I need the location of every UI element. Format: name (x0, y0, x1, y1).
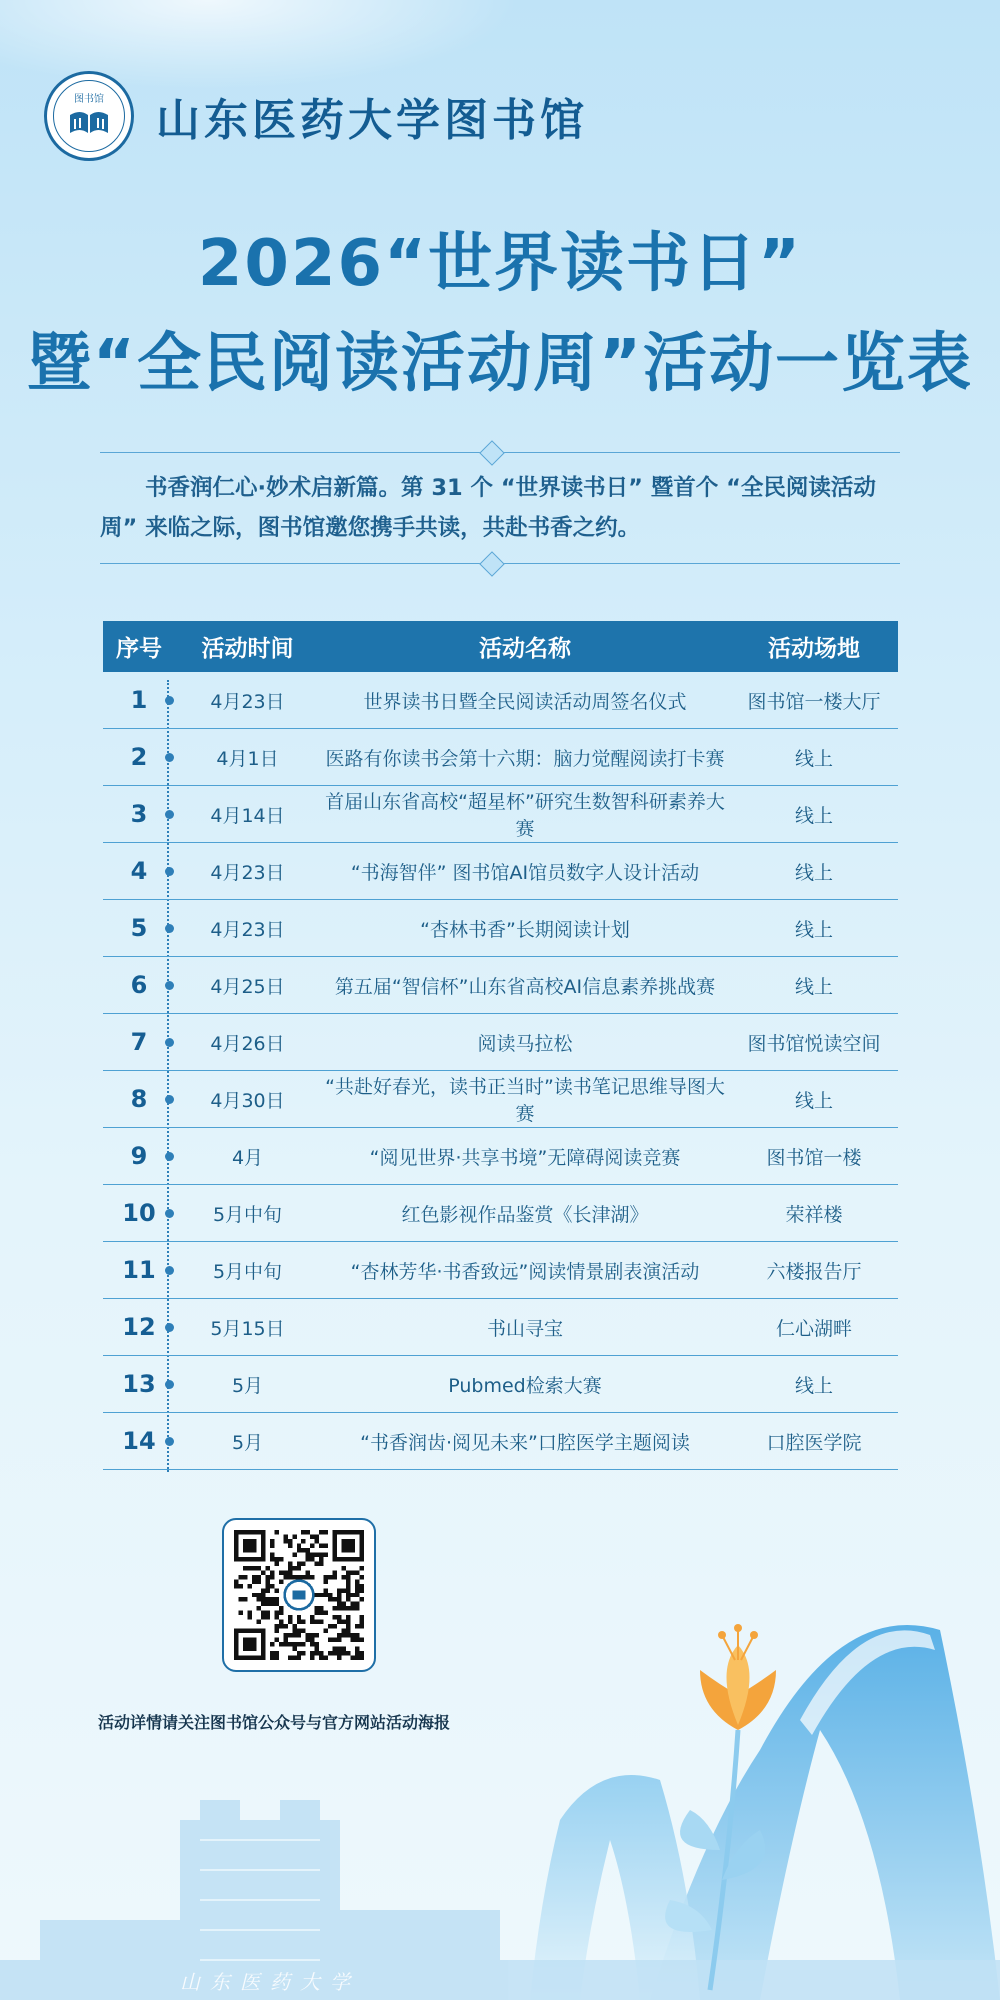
row-time-text: 5月中旬 (212, 1203, 283, 1226)
row-number (103, 729, 175, 786)
row-name (320, 1128, 730, 1185)
row-number (103, 1413, 175, 1470)
row-time (175, 900, 320, 957)
row-time (175, 1071, 320, 1128)
row-venue-text: 线上 (794, 861, 833, 884)
row-number (103, 786, 175, 843)
row-name (320, 1356, 730, 1413)
row-time-text: 4月23日 (210, 918, 285, 941)
row-name (320, 957, 730, 1014)
row-number-text: 11 (122, 1256, 156, 1284)
row-venue-text: 图书馆一楼大厅 (747, 690, 881, 713)
orange-flower-icon (700, 1624, 776, 1730)
timeline-dot (165, 867, 174, 876)
table-row (103, 900, 898, 957)
row-name-text: 世界读书日暨全民阅读活动周签名仪式 (363, 690, 687, 713)
row-name-text: “共赴好春光，读书正当时”读书笔记思维导图大赛 (325, 1076, 725, 1125)
row-venue-text: 荣祥楼 (785, 1203, 843, 1226)
row-name-text: 阅读马拉松 (477, 1032, 573, 1055)
row-time (175, 1242, 320, 1299)
timeline-dot (165, 981, 174, 990)
logo-text: 图书馆 (74, 94, 104, 105)
row-name (320, 672, 730, 729)
row-venue (730, 786, 898, 843)
intro-paragraph: 书香润仁心·妙术启新篇。第 31 个 “世界读书日” 暨首个 “全民阅读活动周” 来临之际，图书馆邀您携手共读，共赴书香之约。 (100, 475, 876, 541)
row-venue (730, 1413, 898, 1470)
row-time-text: 4月25日 (210, 975, 285, 998)
row-number (103, 1128, 175, 1185)
table-row (103, 1299, 898, 1356)
row-time (175, 729, 320, 786)
row-venue (730, 1185, 898, 1242)
row-name-text: Pubmed检索大赛 (448, 1374, 602, 1397)
row-time-text: 4月26日 (210, 1032, 285, 1055)
row-name (320, 900, 730, 957)
row-name (320, 729, 730, 786)
row-number-text: 6 (130, 971, 148, 999)
timeline-dot (165, 810, 174, 819)
row-number (103, 672, 175, 729)
timeline-dot (165, 924, 174, 933)
row-name (320, 786, 730, 843)
row-time (175, 672, 320, 729)
row-number-text: 13 (122, 1370, 156, 1398)
main-title-line1: 2026“世界读书日” (197, 227, 803, 301)
row-time (175, 957, 320, 1014)
row-number-text: 14 (122, 1427, 156, 1455)
row-number (103, 900, 175, 957)
row-number-text: 12 (122, 1313, 156, 1341)
row-time (175, 1014, 320, 1071)
row-time (175, 843, 320, 900)
row-time-text: 5月15日 (210, 1317, 285, 1340)
timeline-dot (165, 1152, 174, 1161)
table-row (103, 729, 898, 786)
university-logo (44, 71, 134, 161)
row-number-text: 5 (130, 914, 148, 942)
row-name-text: “书香润齿·阅见未来”口腔医学主题阅读 (360, 1431, 690, 1454)
header-name: 活动名称 (320, 621, 730, 672)
row-venue-text: 图书馆悦读空间 (747, 1032, 881, 1055)
table-row (103, 786, 898, 843)
row-venue-text: 线上 (794, 918, 833, 941)
row-venue (730, 1299, 898, 1356)
table-row (103, 1242, 898, 1299)
campus-gate-text: 山东医药大学 (180, 1970, 360, 1994)
timeline-dot (165, 1095, 174, 1104)
footer-note: 活动详情请关注图书馆公众号与官方网站活动海报 (98, 1713, 451, 1732)
row-name-text: 首届山东省高校“超星杯”研究生数智科研素养大赛 (325, 791, 725, 840)
header (44, 70, 588, 162)
row-number (103, 1242, 175, 1299)
row-name-text: 红色影视作品鉴赏《长津湖》 (401, 1203, 649, 1226)
row-time-text: 4月23日 (210, 690, 285, 713)
row-time-text: 4月1日 (216, 747, 279, 770)
row-name-text: “书海智伴” 图书馆AI馆员数字人设计活动 (350, 861, 700, 884)
row-venue (730, 843, 898, 900)
row-venue-text: 线上 (794, 1089, 833, 1112)
timeline-dot (165, 1437, 174, 1446)
row-time (175, 1185, 320, 1242)
timeline-dot (165, 696, 174, 705)
table-row (103, 1128, 898, 1185)
row-number (103, 843, 175, 900)
row-venue (730, 1071, 898, 1128)
row-time (175, 786, 320, 843)
row-time (175, 1413, 320, 1470)
row-venue (730, 1356, 898, 1413)
row-venue-text: 线上 (794, 804, 833, 827)
row-name-text: “阅见世界·共享书境”无障碍阅读竞赛 (369, 1146, 681, 1169)
main-title-line2: 暨“全民阅读活动周”活动一览表 (26, 327, 974, 401)
diamond-ornament-bottom (479, 551, 504, 576)
table-row (103, 957, 898, 1014)
header-number: 序号 (103, 621, 175, 672)
row-name-text: “杏林书香”长期阅读计划 (420, 918, 630, 941)
table-row (103, 1014, 898, 1071)
row-number-text: 4 (130, 857, 148, 885)
row-name (320, 1299, 730, 1356)
row-number (103, 1014, 175, 1071)
campus-building-silhouette (0, 1800, 1000, 2000)
row-number-text: 8 (130, 1085, 148, 1113)
row-number-text: 10 (122, 1199, 156, 1227)
row-number-text: 2 (130, 743, 148, 771)
row-number (103, 957, 175, 1014)
row-number (103, 1356, 175, 1413)
row-time-text: 5月 (231, 1374, 264, 1397)
row-name-text: 医路有你读书会第十六期：脑力觉醒阅读打卡赛 (325, 747, 725, 770)
row-time-text: 5月 (231, 1431, 264, 1454)
row-number (103, 1185, 175, 1242)
row-name (320, 1242, 730, 1299)
timeline-dot (165, 1323, 174, 1332)
table-row (103, 1413, 898, 1470)
timeline-dot (165, 753, 174, 762)
row-time (175, 1299, 320, 1356)
table-row (103, 1185, 898, 1242)
row-venue (730, 900, 898, 957)
row-venue (730, 1128, 898, 1185)
row-time-text: 4月23日 (210, 861, 285, 884)
row-time-text: 4月 (231, 1146, 264, 1169)
row-name (320, 843, 730, 900)
row-time-text: 5月中旬 (212, 1260, 283, 1283)
row-venue (730, 1014, 898, 1071)
row-venue (730, 1242, 898, 1299)
timeline-dot (165, 1266, 174, 1275)
row-number (103, 1071, 175, 1128)
row-venue-text: 口腔医学院 (766, 1431, 862, 1454)
row-venue-text: 仁心湖畔 (775, 1317, 852, 1340)
timeline-dot (165, 1038, 174, 1047)
row-name (320, 1014, 730, 1071)
header-time: 活动时间 (175, 621, 320, 672)
row-number-text: 9 (130, 1142, 148, 1170)
row-time (175, 1128, 320, 1185)
table-row (103, 1071, 898, 1128)
row-venue-text: 六楼报告厅 (766, 1260, 862, 1283)
events-table (103, 621, 898, 1470)
row-name (320, 1071, 730, 1128)
library-name: 山东医药大学图书馆 (156, 95, 588, 146)
row-venue-text: 线上 (794, 975, 833, 998)
table-header-row (103, 621, 898, 672)
row-venue-text: 图书馆一楼 (766, 1146, 862, 1169)
row-number-text: 1 (130, 686, 148, 714)
book-and-flower-illustration (0, 1520, 1000, 2000)
row-name-text: “杏林芳华·书香致远”阅读情景剧表演活动 (350, 1260, 700, 1283)
row-venue (730, 729, 898, 786)
row-time-text: 4月14日 (210, 804, 285, 827)
timeline-dot (165, 1209, 174, 1218)
table-row (103, 843, 898, 900)
row-name (320, 1413, 730, 1470)
row-venue-text: 线上 (794, 747, 833, 770)
row-time-text: 4月30日 (210, 1089, 285, 1112)
row-number-text: 7 (130, 1028, 148, 1056)
row-number (103, 1299, 175, 1356)
row-time (175, 1356, 320, 1413)
row-number-text: 3 (130, 800, 148, 828)
table-row (103, 1356, 898, 1413)
row-venue (730, 957, 898, 1014)
table-row (103, 672, 898, 729)
row-venue (730, 672, 898, 729)
header-venue: 活动场地 (730, 621, 898, 672)
row-name (320, 1185, 730, 1242)
row-name-text: 书山寻宝 (486, 1317, 563, 1340)
row-name-text: 第五届“智信杯”山东省高校AI信息素养挑战赛 (334, 975, 716, 998)
row-venue-text: 线上 (794, 1374, 833, 1397)
timeline-dot (165, 1380, 174, 1389)
diamond-ornament-top (479, 440, 504, 465)
